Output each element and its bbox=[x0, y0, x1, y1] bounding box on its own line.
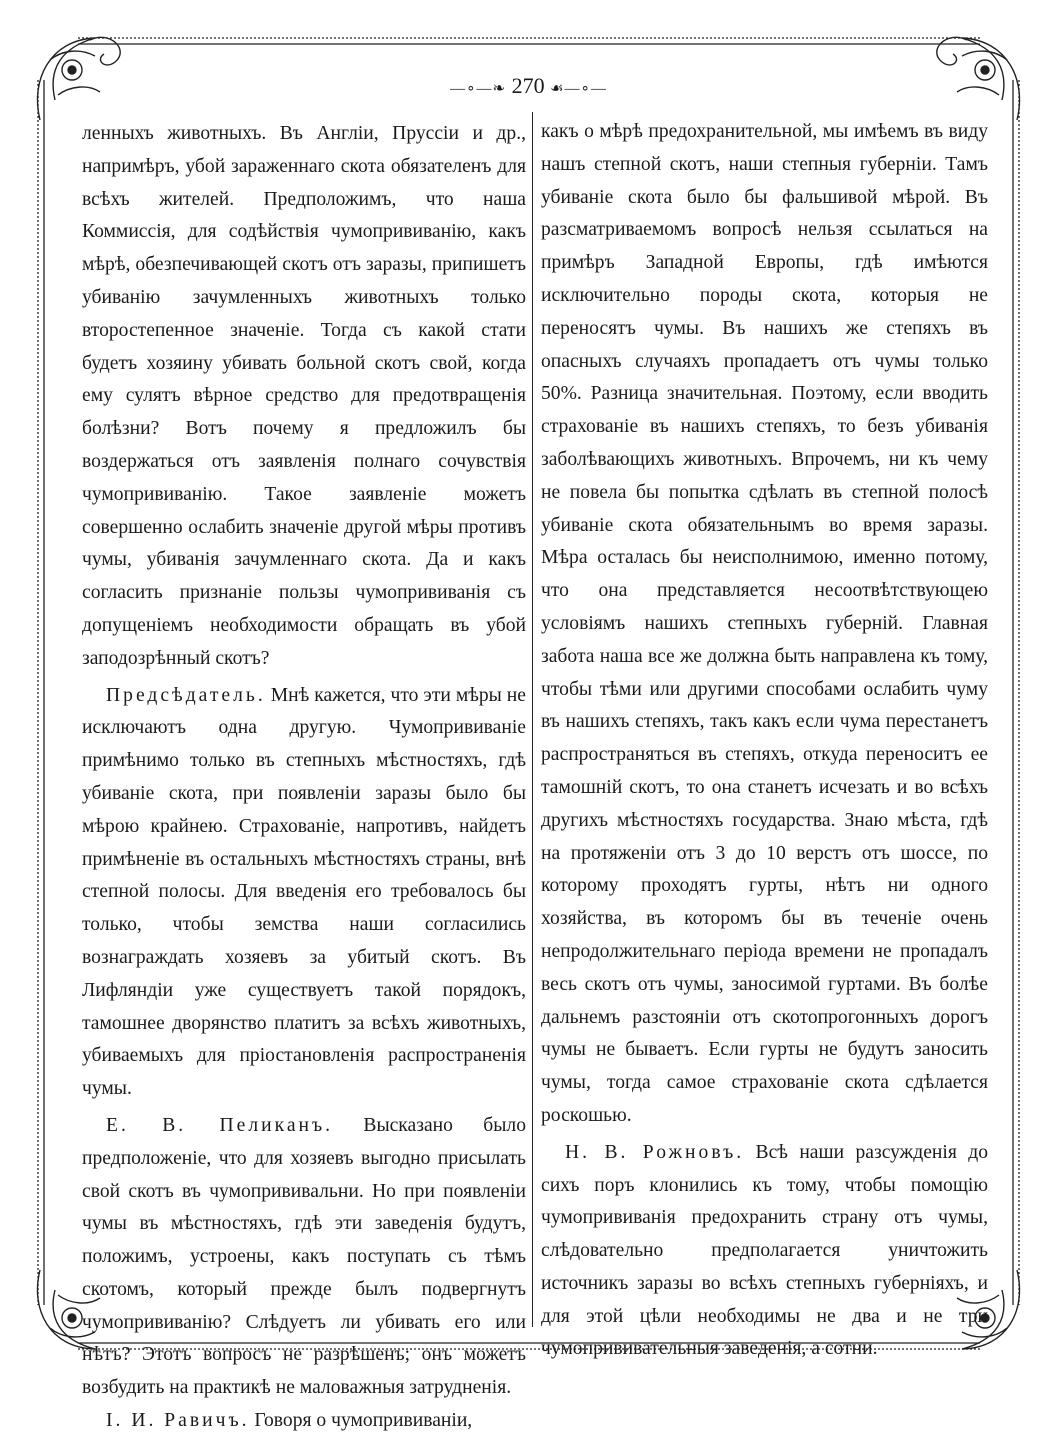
speaker-name: Н. В. Рожновъ. bbox=[565, 1141, 745, 1163]
speech-text: Всѣ наши разсужденія до сихъ поръ клонились къ тому, чтобы помощію чумопрививанія предохранить страну отъ чумы, слѣдовательно предполагается уничтожить источникъ заразы во всѣхъ степныхъ губерніяхъ, и для этой цѣли необходимы не два и не три чумопрививательныя заведенія, а сотни. bbox=[541, 1141, 988, 1360]
left-column bbox=[82, 118, 526, 1438]
speaker-name: І. И. Равичъ. bbox=[106, 1410, 250, 1432]
paragraph: ленныхъ животныхъ. Въ Англіи, Пруссіи и др., напримѣръ, убой зараженнаго скота обязателенъ для всѣхъ жителей. Предположимъ, что наша Коммиссія, для содѣйствія чумопрививанію, какъ мѣрѣ, обезпечивающей скотъ отъ заразы, припишетъ убиванію зачумленныхъ животныхъ только второстепенное значеніе. Тогда съ какой стати будетъ хозяину убивать больной скотъ свой, когда ему сулятъ вѣрное средство для предотвращенія болѣзни? Вотъ почему я предложилъ бы воздержаться отъ заявленія полнаго сочувствія чумопрививанію. Такое заявленіе можетъ совершенно ослабить значеніе другой мѣры противъ чумы, убиванія зачумленнаго скота. Да и какъ согласить признаніе пользы чумопрививанія съ допущеніемъ необходимости обращать въ убой заподозрѣнный скотъ? bbox=[82, 123, 526, 669]
paragraph bbox=[82, 1405, 526, 1438]
header-ornament-right: ☙—∘— bbox=[550, 81, 607, 97]
column-divider bbox=[532, 112, 533, 1327]
speaker-name: Предсѣдатель. bbox=[106, 684, 266, 706]
paragraph bbox=[82, 680, 526, 1106]
speech-text: Высказано было предположеніе, что для хозяевъ выгодно присылать свой скотъ въ чумопрививальни. Но при появленіи чумы въ мѣстностяхъ, гдѣ эти заведенія будутъ, положимъ, устроены, какъ поступать съ тѣмъ скотомъ, который прежде былъ подвергнутъ чумопрививанію? Слѣдуетъ ли убивать его или нѣтъ? Этотъ вопросъ не разрѣшенъ; онъ можетъ возбудить на практикѣ не маловажныя затрудненія. bbox=[82, 1114, 526, 1399]
speech-text: Мнѣ кажется, что эти мѣры не исключаютъ одна другую. Чумопрививаніе примѣнимо только въ степныхъ мѣстностяхъ, гдѣ убиваніе скота, при появленіи заразы было бы мѣрою крайнею. Страхованіе, напротивъ, найдетъ примѣненіе въ остальныхъ мѣстностяхъ страны, внѣ степной полосы. Для введенія его требовалось бы только, чтобы земства наши согласились вознаграждать хозяевъ за убитый скотъ. Въ Лифляндіи уже существуетъ такой порядокъ, тамошнее дворянство платитъ за всѣхъ животныхъ, убиваемыхъ для пріостановленія распространенія чумы. bbox=[82, 684, 526, 1100]
speech-text: Говоря о чумопрививаніи, bbox=[249, 1410, 473, 1432]
speaker-name: Е. В. Пеликанъ. bbox=[106, 1114, 334, 1136]
paragraph bbox=[82, 1110, 526, 1405]
paragraph bbox=[541, 1137, 988, 1367]
paragraph: какъ о мѣрѣ предохранительной, мы имѣемъ въ виду нашъ степной скотъ, наши степныя губерніи. Тамъ убиваніе скота было бы фальшивой мѣрой. Въ разсматриваемомъ вопросѣ нельзя ссылаться на примѣръ Западной Европы, гдѣ имѣются исключительно породы скота, которыя не переносятъ чумы. Въ нашихъ же степяхъ въ опасныхъ случаяхъ пропадаетъ отъ чумы только 50%. Разница значительная. Поэтому, если вводить страхованіе въ нашихъ степяхъ, то безъ убиванія заболѣвающихъ животныхъ. Впрочемъ, ни къ чему не повела бы попытка сдѣлать въ степной полосѣ убиваніе скота обязательнымъ во время заразы. Мѣра осталась бы неисполнимою, именно потому, что она представляется несоотвѣтствующею условіямъ нашихъ степныхъ губерній. Главная забота наша все же должна быть направлена къ тому, чтобы тѣми или другими способами ослабить чуму въ нашихъ степяхъ, такъ какъ если чума перестанетъ распространяться въ степяхъ, откуда переноситъ ее тамошній скотъ, то она станетъ исчезать и во всѣхъ другихъ мѣстностяхъ государства. Знаю мѣста, гдѣ на протяженіи отъ 3 до 10 верстъ отъ шоссе, по которому проходятъ гурты, нѣтъ ни одного хозяйства, въ которомъ бы въ теченіе очень непродолжительнаго періода времени не пропадалъ весь скотъ отъ чумы, заносимой гуртами. Въ болѣе дальнемъ разстояніи отъ скотопрогонныхъ дорогъ чумы не бываетъ. Если гурты не будутъ заносить чумы, тогда самое страхованіе скота сдѣлается роскошью. bbox=[541, 121, 988, 1126]
right-column bbox=[541, 116, 988, 1366]
header-ornament-left: —∘—❧ bbox=[450, 81, 507, 97]
page-number: 270 bbox=[511, 73, 545, 98]
page-header bbox=[0, 73, 1057, 99]
